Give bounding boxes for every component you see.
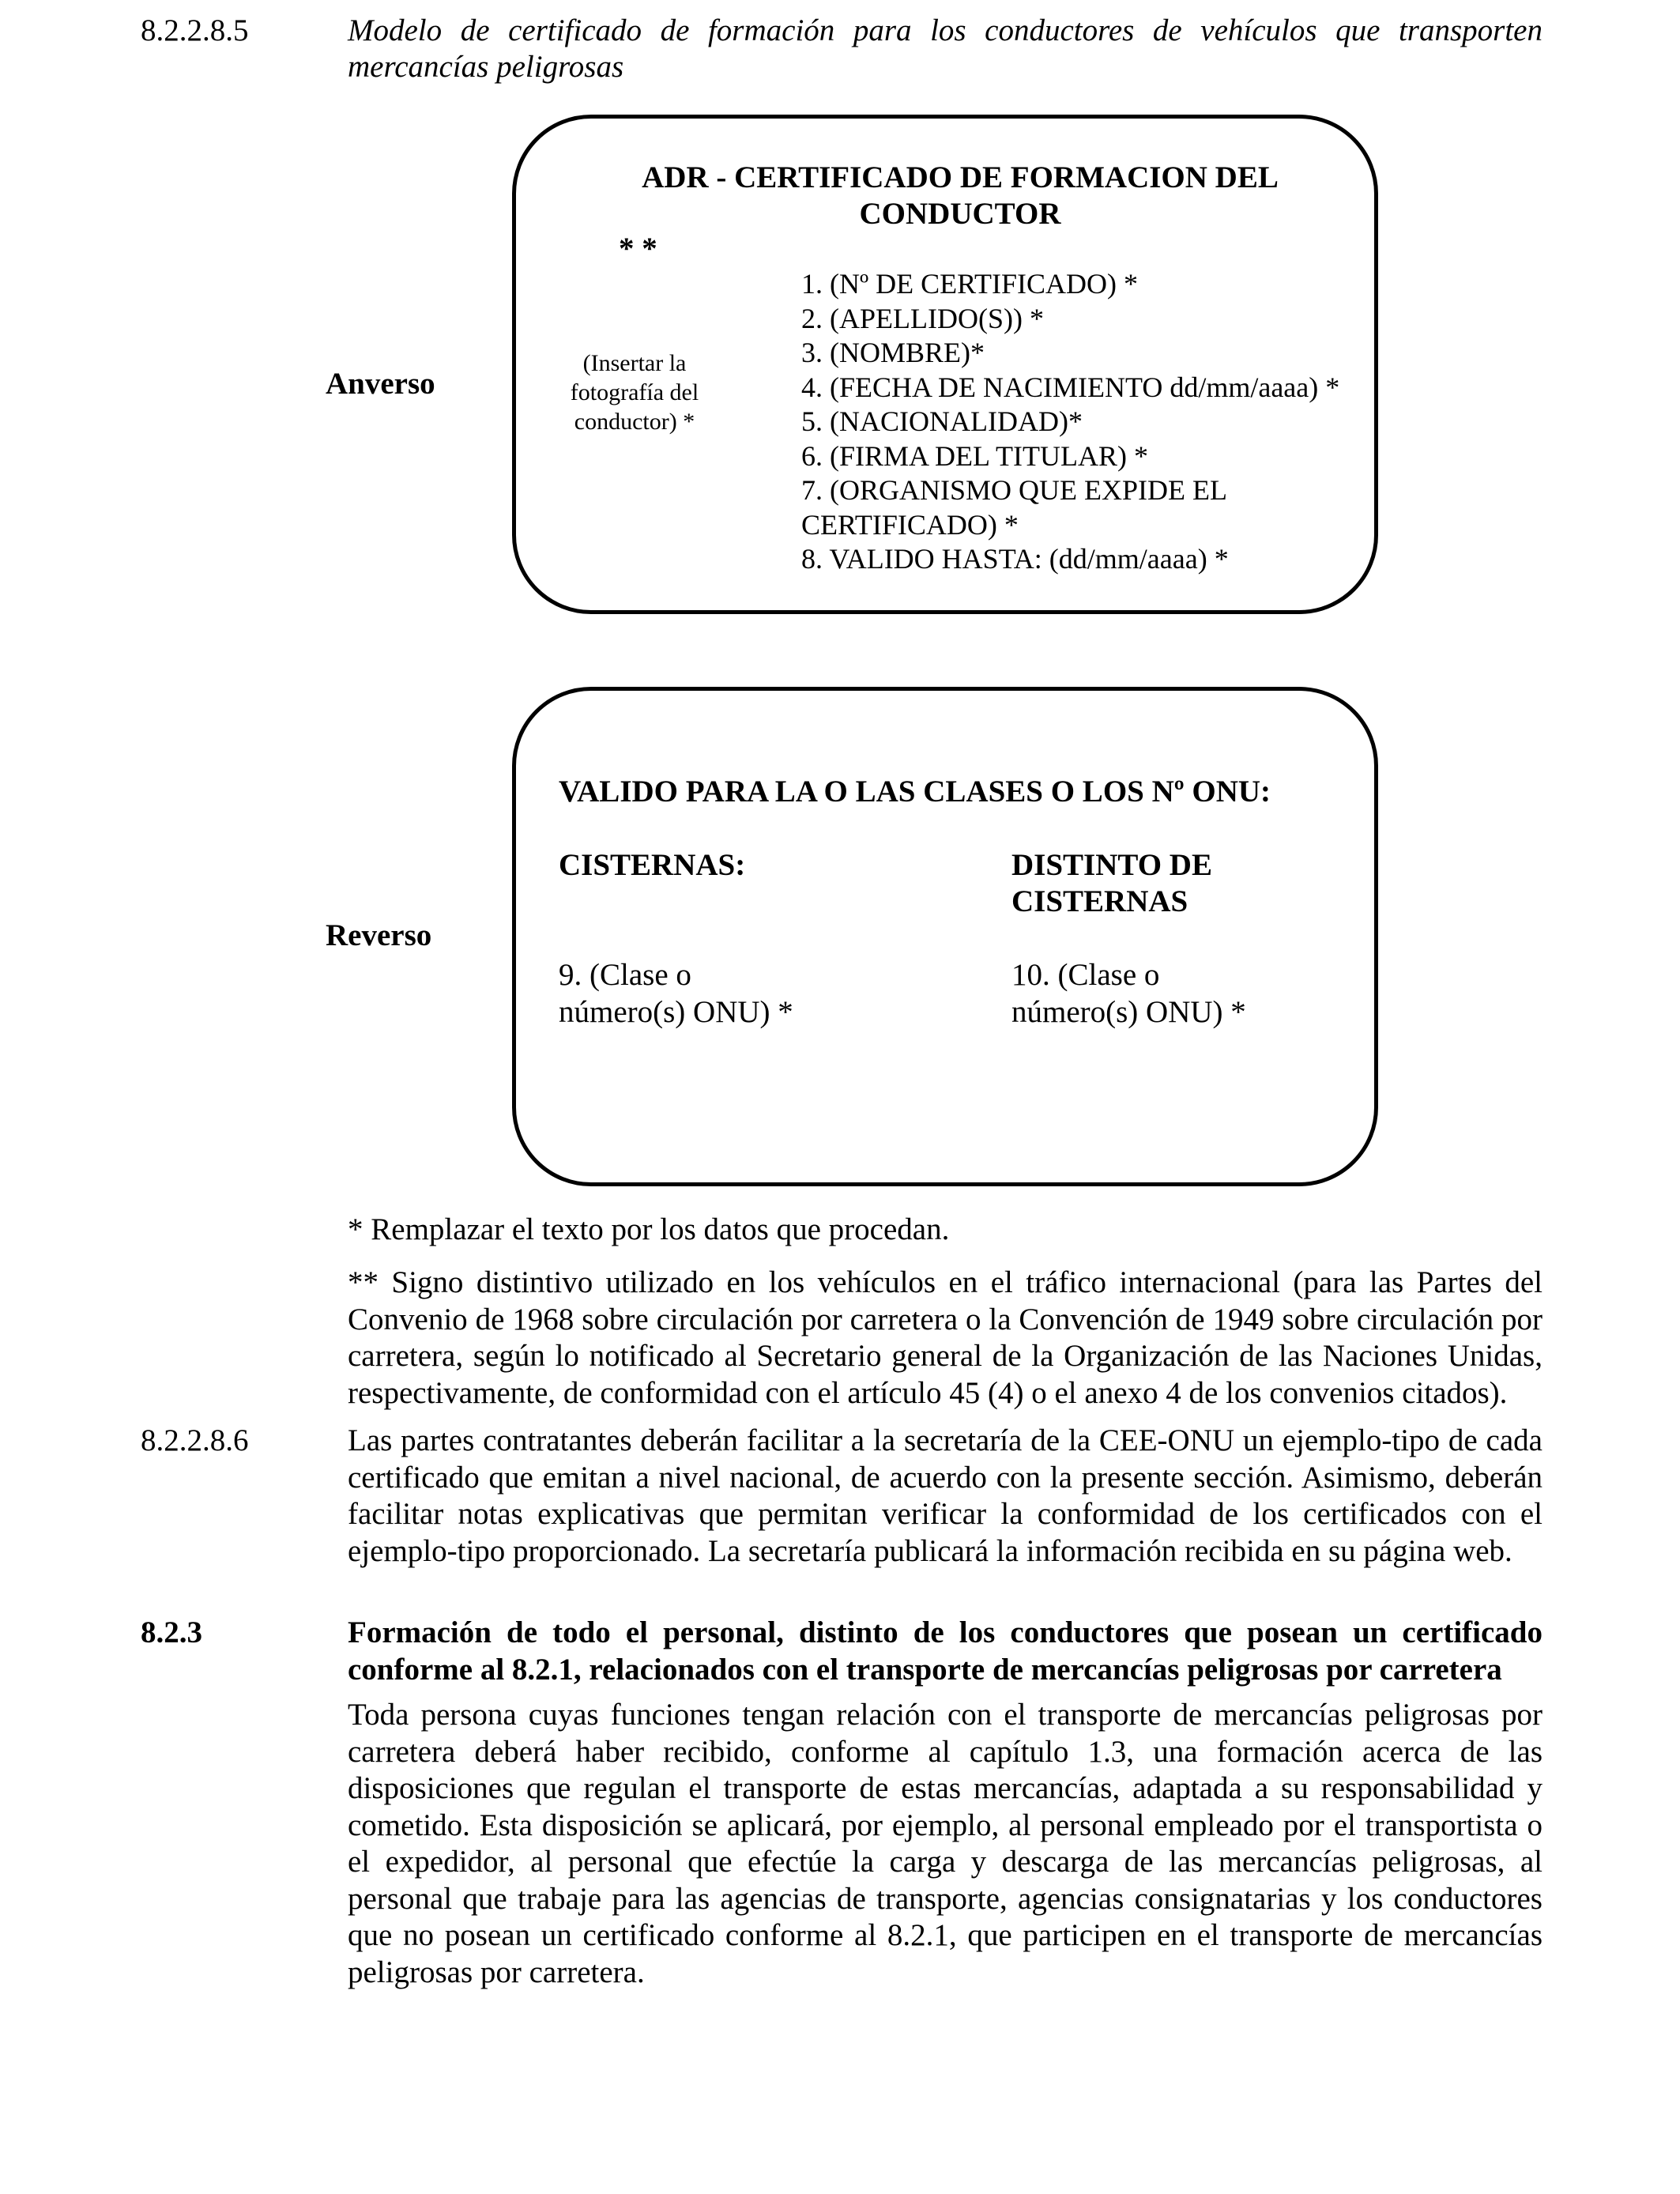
- non-tanks-field-line-2: número(s) ONU) *: [1011, 995, 1246, 1029]
- non-tanks-field-line-1: 10. (Clase o: [1011, 958, 1160, 992]
- field-certificate-number: 1. (Nº DE CERTIFICADO) *: [801, 268, 1138, 300]
- tanks-field-line-2: número(s) ONU) *: [559, 995, 793, 1029]
- photo-line-1: (Insertar la: [582, 350, 687, 376]
- reverse-heading: VALIDO PARA LA O LAS CLASES O LOS Nº ONU:: [559, 775, 1271, 809]
- section-title-line-1: Modelo de certificado de formación para los conductores de vehículos que transporten: [348, 13, 1543, 47]
- photo-line-2: fotografía del: [570, 379, 699, 405]
- section-title-8-2-3: Formación de todo el personal, distinto de los conductores que posean un certificado conforme al 8.2.1, relacionados con el transporte de mercancías peligrosas por carretera: [348, 1615, 1543, 1687]
- anverso-label: Anverso: [326, 367, 435, 401]
- photo-line-3: conductor) *: [574, 409, 695, 435]
- non-tanks-field: [1011, 956, 1246, 1031]
- field-birth-date: 4. (FECHA DE NACIMIENTO dd/mm/aaaa) *: [801, 371, 1340, 403]
- section-title-8-2-2-8-5: [348, 13, 1543, 85]
- field-signature: 6. (FIRMA DEL TITULAR) *: [801, 439, 1148, 472]
- certificate-title-line-2: CONDUCTOR: [859, 197, 1061, 231]
- country-stars: * *: [619, 232, 657, 266]
- non-tanks-heading-line-1: DISTINTO DE: [1011, 848, 1212, 882]
- field-name: 3. (NOMBRE)*: [801, 337, 985, 368]
- note-replace-text: * Remplazar el texto por los datos que procedan.: [348, 1212, 950, 1246]
- note-distinguishing-sign: ** Signo distintivo utilizado en los vehículos en el tráfico internacional (para las Partes del Convenio de 1968 sobre circulación por carretera o la Convención de 1949 sobre circulación por carretera, según lo notificado al Secretario general de la Organización de las Naciones Unidas, respectivamente, de conformidad con el artículo 45 (4) o el anexo 4 de los convenios citados).: [348, 1265, 1543, 1410]
- field-issuer-line-2: CERTIFICADO) *: [801, 508, 1019, 541]
- tanks-field: [559, 956, 793, 1031]
- non-tanks-heading: [1011, 847, 1212, 920]
- tanks-heading: CISTERNAS:: [559, 848, 746, 882]
- certificate-back-card: [512, 687, 1378, 1186]
- section-number-8-2-3: 8.2.3: [141, 1615, 202, 1649]
- tanks-field-line-1: 9. (Clase o: [559, 958, 691, 992]
- non-tanks-heading-line-2: CISTERNAS: [1011, 884, 1188, 918]
- certificate-title: [516, 160, 1382, 232]
- certificate-title-line-1: ADR - CERTIFICADO DE FORMACION DEL: [642, 160, 1279, 194]
- field-surname: 2. (APELLIDO(S)) *: [801, 302, 1044, 334]
- section-number-8-2-2-8-6: 8.2.2.8.6: [141, 1423, 249, 1457]
- field-nationality: 5. (NACIONALIDAD)*: [801, 405, 1083, 437]
- field-valid-until: 8. VALIDO HASTA: (dd/mm/aaaa) *: [801, 543, 1229, 575]
- certificate-front-card: [512, 115, 1378, 614]
- certificate-fields: [801, 267, 1339, 577]
- photo-placeholder: [540, 349, 729, 436]
- section-text-8-2-2-8-6: Las partes contratantes deberán facilitar a la secretaría de la CEE-ONU un ejemplo-tipo de cada certificado que emitan a nivel nacional, de acuerdo con la presente sección. Asimismo, deberán facilitar notas explicativas que permitan verificar la conformidad de los certificados con el ejemplo-tipo proporcionado. La secretaría publicará la información recibida en su página web.: [348, 1423, 1543, 1568]
- field-issuer-line-1: 7. (ORGANISMO QUE EXPIDE EL: [801, 474, 1227, 506]
- section-number-8-2-2-8-5: 8.2.2.8.5: [141, 13, 249, 47]
- section-text-8-2-3: Toda persona cuyas funciones tengan relación con el transporte de mercancías peligrosas por carretera deberá haber recibido, conforme al capítulo 1.3, una formación acerca de las disposiciones que regulan el transporte de estas mercancías, adaptada a su responsabilidad y cometido. Esta disposición se aplicará, por ejemplo, al personal empleado por el transportista o el expedidor, al personal que efectúe la carga y descarga de las mercancías peligrosas, al personal que trabaje para las agencias de transporte, agencias consignatarias y los conductores que no posean un certificado conforme al 8.2.1, que participen en el transporte de mercancías peligrosas por carretera.: [348, 1698, 1543, 1989]
- reverso-label: Reverso: [326, 918, 432, 952]
- section-title-line-2: mercancías peligrosas: [348, 50, 624, 84]
